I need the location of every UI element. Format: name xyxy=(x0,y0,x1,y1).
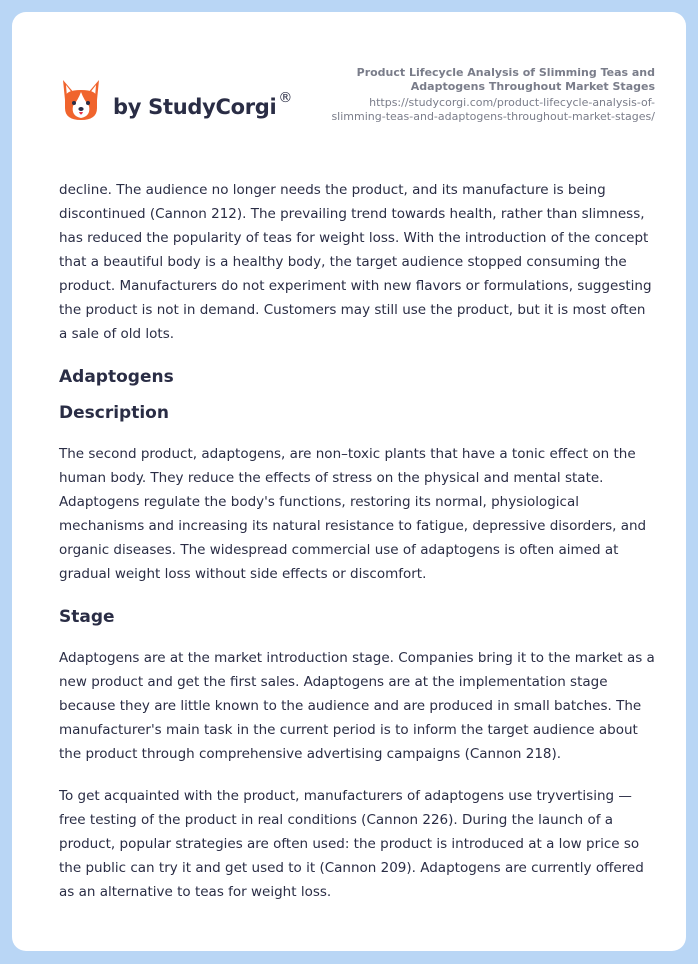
paragraph-stage-1: Adaptogens are at the market introduction stage. Companies bring it to the market as a new product and get the first sales. Adaptogens are at the implementation stage because they are little known to the audience and are produced in small batches. The manufacturer's main task in the current period is to inform the target audience about the product through comprehensive advertising campaigns (Cannon 218). xyxy=(59,650,655,762)
document-meta xyxy=(315,66,655,124)
paragraph-intro: decline. The audience no longer needs the product, and its manufacture is being discontinued (Cannon 212). The prevailing trend towards health, rather than slimness, has reduced the popularity of teas for weight loss. With the introduction of the concept that a beautiful body is a healthy body, the target audience stopped consuming the product. Manufacturers do not experiment with new flavors or formulations, suggesting the product is not in demand. Customers may still use the product, but it is most often a sale of old lots. xyxy=(59,182,652,342)
corgi-logo-icon xyxy=(59,76,103,124)
page-card xyxy=(12,12,686,951)
heading-description: Description xyxy=(59,403,169,423)
document-body xyxy=(59,178,655,922)
document-url[interactable]: https://studycorgi.com/product-lifecycle-analysis-of-slimming-teas-and-adaptogens-throughout-market-stages/ xyxy=(331,96,655,123)
studycorgi-logo[interactable] xyxy=(59,76,292,124)
registered-mark: ® xyxy=(278,89,293,106)
logo-text: by StudyCorgi ® xyxy=(113,89,293,119)
document-title: Product Lifecycle Analysis of Slimming Teas and Adaptogens Throughout Market Stages xyxy=(356,66,655,93)
heading-adaptogens: Adaptogens xyxy=(59,367,174,387)
heading-stage: Stage xyxy=(59,607,115,627)
paragraph-stage-2: To get acquainted with the product, manufacturers of adaptogens use tryvertising — free testing of the product in real conditions (Cannon 226). During the launch of a product, popular strategies are often used: the product is introduced at a low price so the public can try it and get used to it (Cannon 209). Adaptogens are currently offered as an alternative to teas for weight loss. xyxy=(59,788,644,900)
paragraph-description: The second product, adaptogens, are non–toxic plants that have a tonic effect on the human body. They reduce the effects of stress on the physical and mental state. Adaptogens regulate the body's functions, restoring its normal, physiological mechanisms and increasing its natural resistance to fatigue, depressive disorders, and organic diseases. The widespread commercial use of adaptogens is often aimed at gradual weight loss without side effects or discomfort. xyxy=(59,446,647,582)
